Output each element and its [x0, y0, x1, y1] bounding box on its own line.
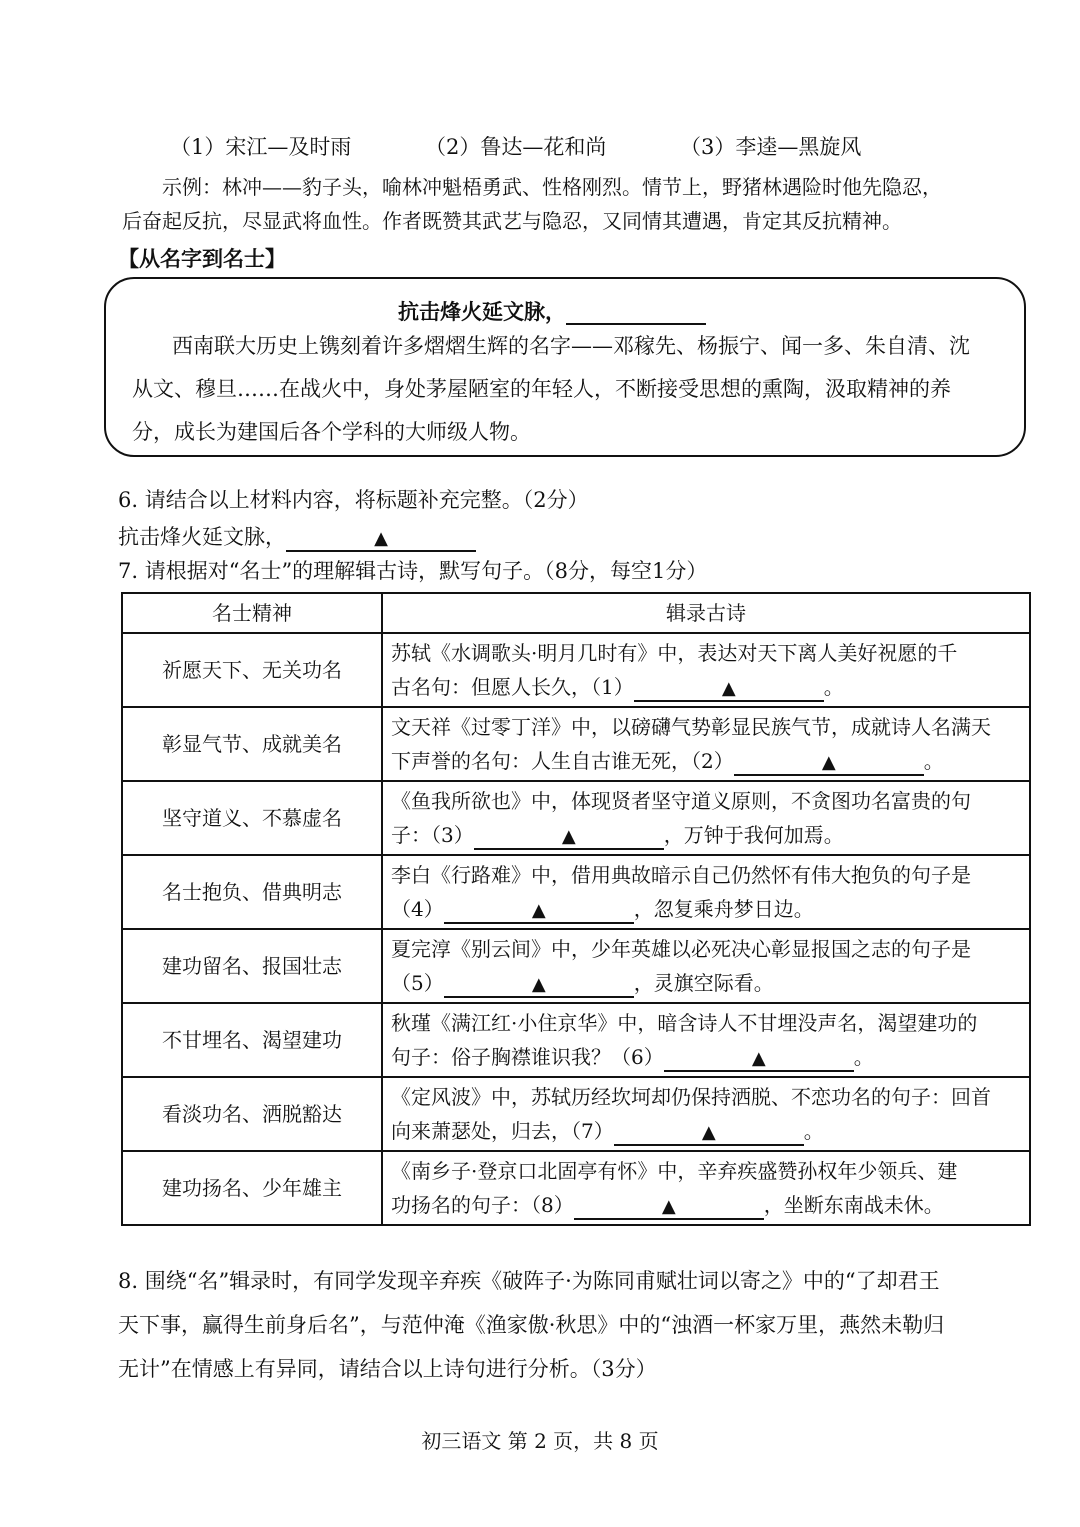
answer-blank-1[interactable] — [634, 676, 824, 702]
poem-line-blank — [391, 966, 1021, 1000]
poem-cell — [382, 1077, 1030, 1151]
poem-before-blank: 功扬名的句子：（8） — [391, 1193, 574, 1217]
poem-cell — [382, 1151, 1030, 1225]
poem-table — [121, 592, 1031, 1226]
poem-line: 《定风波》中，苏轼历经坎坷却仍保持洒脱、不恋功名的句子：回首 — [391, 1085, 991, 1109]
material-box — [104, 277, 1026, 457]
item-3-num: （3） — [680, 135, 736, 159]
spirit-cell: 建功留名、报国壮志 — [122, 929, 382, 1003]
table-row — [122, 781, 1030, 855]
answer-blank-4[interactable] — [444, 898, 634, 924]
q6-question: 6. 请结合以上材料内容，将标题补充完整。（2分） — [118, 488, 589, 512]
item-2 — [425, 132, 606, 162]
poem-before-blank: 子：（3） — [391, 823, 474, 847]
spirit-cell: 坚守道义、不慕虚名 — [122, 781, 382, 855]
table-row — [122, 855, 1030, 929]
poem-line-blank — [391, 1114, 1021, 1148]
spirit-cell: 不甘埋名、渴望建功 — [122, 1003, 382, 1077]
q6-answer — [118, 522, 476, 552]
poem-line-blank — [391, 670, 1021, 704]
spirit-cell: 看淡功名、洒脱豁达 — [122, 1077, 382, 1151]
poem-after-blank: 。 — [803, 1119, 824, 1143]
answer-blank-3[interactable] — [474, 824, 664, 850]
box-title — [398, 297, 706, 327]
poem-after-blank: ，坐断东南战未休。 — [763, 1193, 944, 1217]
q6-answer-prefix: 抗击烽火延文脉， — [118, 525, 286, 549]
poem-after-blank: 。 — [823, 675, 844, 699]
box-title-text: 抗击烽火延文脉， — [398, 299, 566, 324]
table-row — [122, 1077, 1030, 1151]
q7-question: 7. 请根据对“名士”的理解辑古诗，默写句子。（8分，每空1分） — [118, 559, 708, 583]
item-2-text: 鲁达—花和尚 — [480, 135, 607, 159]
triangle-icon: ▲ — [661, 1196, 676, 1217]
item-3-text: 李逵—黑旋风 — [735, 135, 862, 159]
col-header-poem: 辑录古诗 — [382, 593, 1030, 633]
poem-before-blank: 下声誉的名句：人生自古谁无死，（2） — [391, 749, 734, 773]
poem-line-blank — [391, 1188, 1021, 1222]
spirit-cell: 祈愿天下、无关功名 — [122, 633, 382, 707]
example-line-1: 示例：林冲——豹子头，喻林冲魁梧勇武、性格刚烈。情节上，野猪林遇险时他先隐忍， — [162, 175, 942, 199]
answer-blank-8[interactable] — [574, 1194, 764, 1220]
poem-line: 文天祥《过零丁洋》中，以磅礴气势彰显民族气节，成就诗人名满天 — [391, 715, 991, 739]
poem-line-blank — [391, 818, 1021, 852]
triangle-icon: ▲ — [751, 1048, 766, 1069]
q8-line-1: 8. 围绕“名”辑录时，有同学发现辛弃疾《破阵子·为陈同甫赋壮词以寄之》中的“了却君王 — [118, 1269, 940, 1293]
poem-cell — [382, 707, 1030, 781]
poem-line: 夏完淳《别云间》中，少年英雄以必死决心彰显报国之志的句子是 — [391, 937, 971, 961]
poem-line: 《鱼我所欲也》中，体现贤者坚守道义原则，不贪图功名富贵的句 — [391, 789, 971, 813]
q6-answer-blank[interactable] — [286, 526, 476, 552]
table-row — [122, 633, 1030, 707]
triangle-icon: ▲ — [374, 528, 388, 549]
poem-line: 李白《行路难》中，借用典故暗示自己仍然怀有伟大抱负的句子是 — [391, 863, 971, 887]
q8-line-2: 天下事，赢得生前身后名”，与范仲淹《渔家傲·秋思》中的“浊酒一杯家万里，燕然未勒归 — [118, 1313, 945, 1337]
answer-blank-7[interactable] — [614, 1120, 804, 1146]
page-footer: 初三语文 第 2 页，共 8 页 — [421, 1429, 659, 1453]
item-3 — [680, 132, 861, 162]
triangle-icon: ▲ — [531, 974, 546, 995]
answer-blank-5[interactable] — [444, 972, 634, 998]
poem-cell — [382, 633, 1030, 707]
poem-after-blank: ，忽复乘舟梦日边。 — [633, 897, 814, 921]
poem-cell — [382, 1003, 1030, 1077]
table-row — [122, 1003, 1030, 1077]
spirit-cell: 建功扬名、少年雄主 — [122, 1151, 382, 1225]
section-title: 【从名字到名士】 — [118, 246, 286, 271]
example-line-2: 后奋起反抗，尽显武将血性。作者既赞其武艺与隐忍，又同情其遭遇，肯定其反抗精神。 — [122, 209, 902, 233]
item-1-text: 宋江—及时雨 — [225, 135, 352, 159]
poem-cell — [382, 929, 1030, 1003]
item-1-num: （1） — [170, 135, 226, 159]
answer-blank-6[interactable] — [664, 1046, 854, 1072]
triangle-icon: ▲ — [531, 900, 546, 921]
poem-before-blank: 向来萧瑟处，归去，（7） — [391, 1119, 614, 1143]
poem-before-blank: 古名句：但愿人长久，（1） — [391, 675, 634, 699]
table-row — [122, 1151, 1030, 1225]
poem-line-blank — [391, 1040, 1021, 1074]
triangle-icon: ▲ — [561, 826, 576, 847]
poem-after-blank: 。 — [853, 1045, 874, 1069]
poem-line: 苏轼《水调歌头·明月几时有》中，表达对天下离人美好祝愿的千 — [391, 641, 958, 665]
col-header-spirit: 名士精神 — [122, 593, 382, 633]
poem-after-blank: 。 — [923, 749, 944, 773]
box-line-3: 分，成长为建国后各个学科的大师级人物。 — [132, 420, 531, 444]
poem-line-blank — [391, 744, 1021, 778]
poem-after-blank: ，万钟于我何加焉。 — [663, 823, 844, 847]
poem-cell — [382, 855, 1030, 929]
triangle-icon: ▲ — [721, 678, 736, 699]
item-1 — [170, 132, 351, 162]
poem-cell — [382, 781, 1030, 855]
answer-blank-2[interactable] — [734, 750, 924, 776]
spirit-cell: 名士抱负、借典明志 — [122, 855, 382, 929]
box-title-blank — [566, 301, 706, 325]
item-2-num: （2） — [425, 135, 481, 159]
table-row — [122, 929, 1030, 1003]
poem-after-blank: ，灵旗空际看。 — [633, 971, 774, 995]
q8-line-3: 无计”在情感上有异同，请结合以上诗句进行分析。（3分） — [118, 1357, 657, 1381]
table-row — [122, 707, 1030, 781]
box-line-1: 西南联大历史上镌刻着许多熠熠生辉的名字——邓稼先、杨振宁、闻一多、朱自清、沈 — [172, 334, 970, 358]
triangle-icon: ▲ — [701, 1122, 716, 1143]
poem-before-blank: （5） — [391, 971, 444, 995]
poem-line: 《南乡子·登京口北固亭有怀》中，辛弃疾盛赞孙权年少领兵、建 — [391, 1159, 958, 1183]
poem-before-blank: 句子：俗子胸襟谁识我？（6） — [391, 1045, 664, 1069]
triangle-icon: ▲ — [821, 752, 836, 773]
poem-line: 秋瑾《满江红·小住京华》中，暗含诗人不甘埋没声名，渴望建功的 — [391, 1011, 978, 1035]
poem-line-blank — [391, 892, 1021, 926]
spirit-cell: 彰显气节、成就美名 — [122, 707, 382, 781]
poem-before-blank: （4） — [391, 897, 444, 921]
box-line-2: 从文、穆旦……在战火中，身处茅屋陋室的年轻人，不断接受思想的熏陶，汲取精神的养 — [132, 377, 951, 401]
